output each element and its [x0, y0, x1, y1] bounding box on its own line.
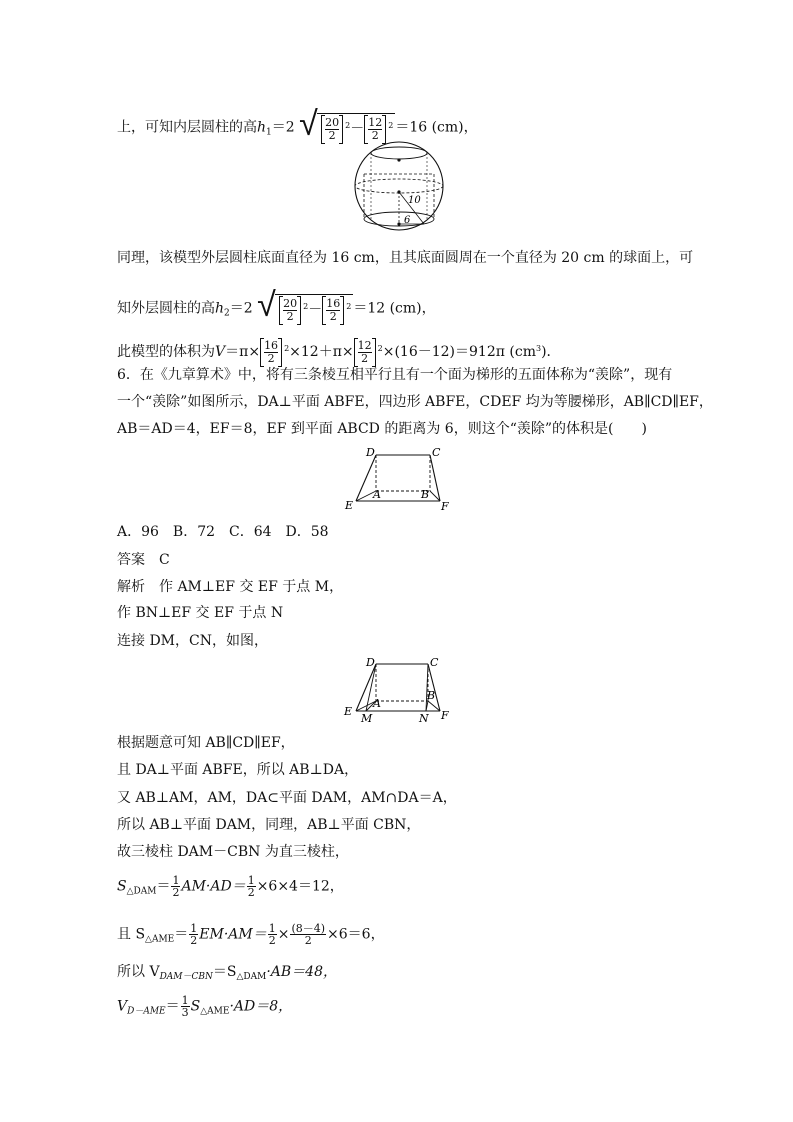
label-C: C	[432, 446, 441, 459]
subscript: △DAM	[126, 886, 157, 897]
text: ×	[277, 926, 290, 943]
text: 上，可知内层圆柱的高	[117, 119, 257, 136]
subscript: D－AME	[127, 1006, 166, 1017]
fraction: $\frac{20}{2}$	[279, 298, 303, 323]
text: 且 S	[117, 926, 146, 943]
exponent: 3	[535, 344, 542, 353]
text: ·AB＝48，	[266, 964, 337, 980]
formula-area-dam	[117, 875, 344, 902]
question-6-line-1: 6．在《九章算术》中，将有三条棱互相平行且有一个面为梯形的五面体称为“羡除”，现有	[117, 367, 673, 383]
formula-area-ame	[117, 923, 385, 950]
text: ＝	[174, 926, 189, 943]
text: ×6×4＝12，	[256, 878, 344, 895]
subscript: △AME	[145, 934, 175, 945]
subscript: △AME	[200, 1006, 230, 1017]
text: )．	[541, 344, 561, 360]
solution-line-8: 故三棱柱 DAM－CBN 为直三棱柱，	[117, 844, 349, 860]
line-outer-height	[117, 285, 436, 325]
label-M: M	[361, 712, 373, 725]
solution-line-5: 且 DA⊥平面 ABFE，所以 AB⊥DA，	[117, 762, 359, 778]
subscript: DAM－CBN	[159, 972, 213, 982]
solution-line-4: 根据题意可知 AB∥CD∥EF，	[117, 735, 295, 751]
solution-line-2: 作 BN⊥EF 交 EF 于点 N	[117, 605, 284, 621]
answer: 答案 C	[117, 552, 170, 568]
text: AM·AD＝	[181, 878, 246, 895]
label-A: A	[373, 488, 381, 501]
fraction: $\frac{1}{3}$	[181, 994, 189, 1019]
text: ＝16 (cm)，	[395, 119, 478, 136]
text: ＝	[156, 878, 171, 895]
label-C: C	[430, 656, 439, 669]
var-V: V	[215, 344, 226, 360]
var-S: S	[117, 878, 127, 895]
line-outer-cylinder: 同理，该模型外层圆柱底面直径为 16 cm，且其底面圆周在一个直径为 20 cm 的球面上，可	[117, 250, 694, 266]
text: 此模型的体积为	[117, 344, 215, 360]
sphere-cylinder-figure	[344, 140, 454, 232]
line-volume	[117, 339, 561, 365]
xianchu-figure	[342, 446, 454, 514]
text: ＝2	[271, 119, 295, 136]
label-B: B	[427, 689, 436, 702]
text: ＝	[165, 998, 180, 1015]
fraction: $\frac{12}{2}$	[364, 117, 388, 142]
label-F: F	[441, 500, 449, 513]
fraction: $\frac{12}{2}$	[354, 340, 378, 365]
label-B: B	[421, 488, 430, 501]
label-F: F	[441, 709, 449, 722]
text: EM·AM＝	[199, 926, 267, 943]
label-10: 10	[408, 195, 421, 206]
solution-line-1: 解析 作 AM⊥EF 交 EF 于点 M，	[117, 579, 344, 595]
fraction: $\frac{1}{2}$	[172, 874, 180, 899]
radical-sign: √	[257, 285, 276, 325]
text: ×6＝6，	[327, 926, 385, 943]
text: ·AD＝8，	[229, 998, 293, 1015]
label-E: E	[344, 705, 353, 718]
subscript: 1	[266, 127, 272, 138]
text: ×12＋π×	[289, 344, 354, 360]
xianchu-solution-figure	[342, 655, 454, 725]
radical-sign: √	[299, 104, 318, 144]
exponent: 2	[377, 344, 383, 353]
var-S: S	[190, 998, 201, 1015]
fraction: $\frac{16}{2}$	[322, 298, 346, 323]
fraction: $\frac{(8-4)}{2}$	[291, 922, 326, 947]
label-A: A	[373, 697, 381, 710]
answer-options: A．96 B．72 C．64 D．58	[117, 524, 329, 540]
solution-line-6: 又 AB⊥AM，AM，DA⊂平面 DAM，AM∩DA＝A，	[117, 790, 457, 806]
text: －	[350, 121, 365, 137]
text: ＝π×	[225, 344, 261, 360]
text: ＝S	[212, 964, 237, 980]
label-D: D	[366, 446, 375, 459]
sqrt-expression	[299, 104, 395, 144]
text: ＝12 (cm)，	[353, 300, 436, 317]
exponent: 2	[346, 302, 352, 311]
text: 所以 V	[117, 964, 160, 980]
exponent: 2	[345, 121, 351, 130]
formula-volume-pyramid	[117, 995, 292, 1022]
label-D: D	[366, 656, 375, 669]
question-6-line-3: AB＝AD＝4，EF＝8，EF 到平面 ABCD 的距离为 6，则这个“羡除”的体积是( )	[117, 421, 647, 437]
question-6-line-2: 一个“羡除”如图所示，DA⊥平面 ABFE，四边形 ABFE，CDEF 均为等腰梯形，AB∥CD∥EF，	[117, 394, 713, 410]
label-6: 6	[404, 215, 411, 226]
label-N: N	[419, 712, 429, 725]
solution-line-3: 连接 DM，CN，如图，	[117, 633, 268, 649]
var-h: h	[257, 119, 267, 136]
exponent: 2	[388, 121, 394, 130]
fraction: $\frac{16}{2}$	[260, 340, 284, 365]
fraction: $\frac{1}{2}$	[190, 922, 198, 947]
text: ×(16－12)＝912π (cm	[382, 344, 536, 360]
solution-line-7: 所以 AB⊥平面 DAM，同理，AB⊥平面 CBN，	[117, 817, 421, 833]
exponent: 2	[284, 344, 290, 353]
line-inner-height	[117, 104, 478, 144]
formula-volume-prism	[117, 962, 337, 987]
sqrt-expression	[257, 285, 353, 325]
text: ＝2	[229, 300, 253, 317]
text: 知外层圆柱的高	[117, 300, 215, 317]
label-E: E	[345, 499, 354, 512]
var-V: V	[117, 998, 128, 1015]
exponent: 2	[303, 302, 309, 311]
fraction: $\frac{1}{2}$	[268, 922, 276, 947]
text: －	[308, 302, 323, 318]
subscript: 2	[224, 308, 230, 319]
subscript: △DAM	[236, 972, 267, 982]
fraction: $\frac{20}{2}$	[321, 117, 345, 142]
fraction: $\frac{1}{2}$	[247, 874, 255, 899]
var-h: h	[215, 300, 225, 317]
